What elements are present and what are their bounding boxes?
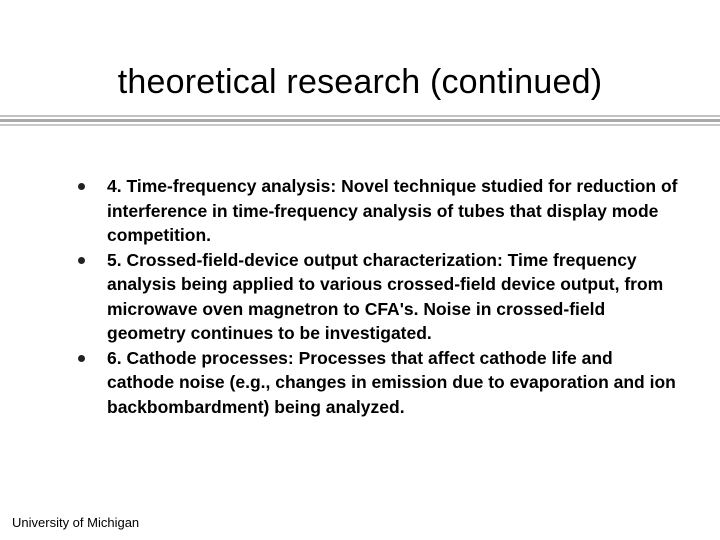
bullet-item	[78, 346, 678, 420]
bullet-dot-icon	[78, 355, 85, 362]
bullet-item	[78, 174, 678, 248]
title-divider-line	[0, 124, 720, 126]
bullet-text: 6. Cathode processes: Processes that affect cathode life and cathode noise (e.g., changes in emission due to evaporation and ion backbombardment) being analyzed.	[107, 347, 676, 417]
title-divider-line	[0, 119, 720, 122]
footer-institution: University of Michigan	[12, 515, 140, 530]
bullet-text: 4. Time-frequency analysis: Novel technique studied for reduction of interference in time-frequency analysis of tubes that display mode competition.	[107, 176, 678, 245]
title-divider-line	[0, 115, 720, 117]
bullet-dot-icon	[78, 257, 85, 264]
bullet-dot-icon	[78, 183, 85, 190]
slide-title: theoretical research (continued)	[117, 63, 603, 101]
bullet-list	[78, 174, 678, 419]
bullet-item	[78, 248, 678, 346]
bullet-text: 5. Crossed-field-device output characterization: Time frequency analysis being applied to various crossed-field device output, from microwave oven magnetron to CFA's. Noise in crossed-field geometry continues to be investigated.	[107, 249, 664, 343]
